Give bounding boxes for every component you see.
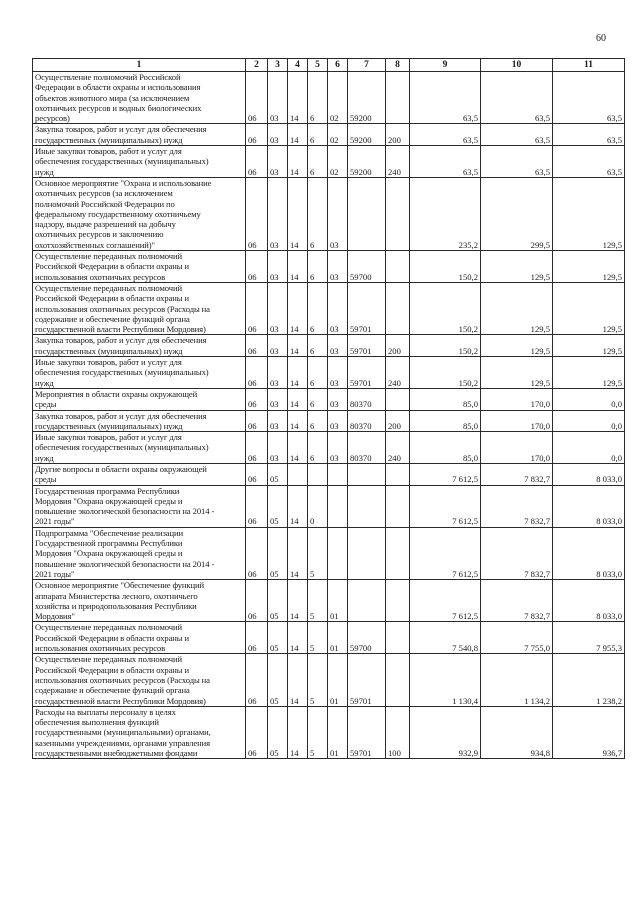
- budget-table: [32, 58, 625, 759]
- amount-year-1: 235,2: [410, 177, 481, 250]
- direction-code: [348, 527, 386, 579]
- activity-code: 02: [328, 124, 348, 146]
- section-code: 06: [246, 706, 268, 758]
- column-header: 1: [33, 59, 246, 72]
- subsection-code: 03: [268, 410, 288, 432]
- row-description: Основное мероприятие "Обеспечение функций аппарата Министерства лесного, охотничьего хозяйства и природопользования Республики Мордовия": [33, 580, 246, 622]
- direction-code: 59701: [348, 335, 386, 357]
- program-code: 14: [288, 177, 308, 250]
- direction-code: [348, 485, 386, 527]
- amount-year-3: 8 033,0: [553, 485, 625, 527]
- direction-code: 80370: [348, 388, 386, 410]
- activity-code: 03: [328, 335, 348, 357]
- expense-type-code: [386, 72, 410, 124]
- table-row: [33, 463, 625, 485]
- amount-year-1: 1 130,4: [410, 654, 481, 706]
- row-description: Осуществление переданных полномочий Российской Федерации в области охраны и использования охотничьих ресурсов (Расходы на содержание и обеспечение функций органа государственной власти Республики Мордовия): [33, 282, 246, 334]
- activity-code: 03: [328, 282, 348, 334]
- subprogram-code: 6: [308, 177, 328, 250]
- direction-code: [348, 177, 386, 250]
- direction-code: 59200: [348, 72, 386, 124]
- section-code: 06: [246, 622, 268, 654]
- program-code: 14: [288, 357, 308, 389]
- table-row: [33, 335, 625, 357]
- amount-year-3: 63,5: [553, 124, 625, 146]
- row-description: Закупка товаров, работ и услуг для обеспечения государственных (муниципальных) нужд: [33, 124, 246, 146]
- program-code: 14: [288, 335, 308, 357]
- amount-year-3: 1 238,2: [553, 654, 625, 706]
- activity-code: 03: [328, 357, 348, 389]
- amount-year-1: 7 540,8: [410, 622, 481, 654]
- row-description: Осуществление переданных полномочий Российской Федерации в области охраны и использования охотничьих ресурсов: [33, 622, 246, 654]
- subsection-code: 03: [268, 432, 288, 464]
- amount-year-2: 63,5: [481, 124, 553, 146]
- direction-code: 59200: [348, 124, 386, 146]
- program-code: 14: [288, 251, 308, 283]
- column-header: 8: [386, 59, 410, 72]
- expense-type-code: [386, 527, 410, 579]
- expense-type-code: 100: [386, 706, 410, 758]
- amount-year-2: 129,5: [481, 251, 553, 283]
- program-code: 14: [288, 282, 308, 334]
- activity-code: 03: [328, 410, 348, 432]
- section-code: 06: [246, 654, 268, 706]
- direction-code: 59701: [348, 706, 386, 758]
- subprogram-code: 6: [308, 335, 328, 357]
- activity-code: 01: [328, 654, 348, 706]
- program-code: 14: [288, 580, 308, 622]
- column-header: 7: [348, 59, 386, 72]
- amount-year-2: 299,5: [481, 177, 553, 250]
- table-row: [33, 622, 625, 654]
- expense-type-code: [386, 177, 410, 250]
- activity-code: [328, 463, 348, 485]
- amount-year-3: 0,0: [553, 410, 625, 432]
- amount-year-1: 150,2: [410, 335, 481, 357]
- direction-code: [348, 463, 386, 485]
- expense-type-code: [386, 388, 410, 410]
- subsection-code: 05: [268, 580, 288, 622]
- table-row: [33, 654, 625, 706]
- activity-code: 02: [328, 72, 348, 124]
- amount-year-3: 129,5: [553, 251, 625, 283]
- section-code: 06: [246, 485, 268, 527]
- table-row: [33, 706, 625, 758]
- amount-year-2: 7 832,7: [481, 463, 553, 485]
- subprogram-code: 6: [308, 432, 328, 464]
- section-code: 06: [246, 335, 268, 357]
- subsection-code: 03: [268, 72, 288, 124]
- amount-year-3: 63,5: [553, 146, 625, 178]
- amount-year-3: 129,5: [553, 335, 625, 357]
- column-header: 5: [308, 59, 328, 72]
- amount-year-1: 7 612,5: [410, 527, 481, 579]
- expense-type-code: 200: [386, 410, 410, 432]
- program-code: 14: [288, 527, 308, 579]
- program-code: 14: [288, 485, 308, 527]
- subsection-code: 03: [268, 335, 288, 357]
- section-code: 06: [246, 146, 268, 178]
- activity-code: 03: [328, 388, 348, 410]
- direction-code: 80370: [348, 410, 386, 432]
- subprogram-code: 5: [308, 622, 328, 654]
- activity-code: 02: [328, 146, 348, 178]
- program-code: [288, 463, 308, 485]
- subprogram-code: 6: [308, 410, 328, 432]
- subprogram-code: 6: [308, 251, 328, 283]
- table-row: [33, 72, 625, 124]
- table-row: [33, 251, 625, 283]
- subsection-code: 05: [268, 654, 288, 706]
- direction-code: 80370: [348, 432, 386, 464]
- subprogram-code: 6: [308, 357, 328, 389]
- amount-year-2: 170,0: [481, 432, 553, 464]
- section-code: 06: [246, 463, 268, 485]
- section-code: 06: [246, 282, 268, 334]
- amount-year-2: 63,5: [481, 146, 553, 178]
- amount-year-3: 129,5: [553, 282, 625, 334]
- amount-year-1: 85,0: [410, 410, 481, 432]
- amount-year-2: 63,5: [481, 72, 553, 124]
- direction-code: 59701: [348, 357, 386, 389]
- row-description: Закупка товаров, работ и услуг для обеспечения государственных (муниципальных) нужд: [33, 410, 246, 432]
- amount-year-2: 170,0: [481, 410, 553, 432]
- table-row: [33, 410, 625, 432]
- section-code: 06: [246, 251, 268, 283]
- amount-year-2: 7 832,7: [481, 485, 553, 527]
- row-description: Осуществление переданных полномочий Российской Федерации в области охраны и использования охотничьих ресурсов (Расходы на содержание и обеспечение функций органа государственной власти Республики Мордовия): [33, 654, 246, 706]
- activity-code: 03: [328, 251, 348, 283]
- amount-year-2: 7 755,0: [481, 622, 553, 654]
- amount-year-2: 1 134,2: [481, 654, 553, 706]
- direction-code: 59700: [348, 251, 386, 283]
- amount-year-3: 8 033,0: [553, 527, 625, 579]
- subprogram-code: 6: [308, 72, 328, 124]
- subsection-code: 05: [268, 485, 288, 527]
- section-code: 06: [246, 410, 268, 432]
- table-row: [33, 527, 625, 579]
- row-description: Другие вопросы в области охраны окружающей среды: [33, 463, 246, 485]
- row-description: Иные закупки товаров, работ и услуг для обеспечения государственных (муниципальных) нужд: [33, 432, 246, 464]
- expense-type-code: [386, 485, 410, 527]
- column-header: 6: [328, 59, 348, 72]
- subprogram-code: 5: [308, 527, 328, 579]
- subprogram-code: 0: [308, 485, 328, 527]
- table-row: [33, 177, 625, 250]
- expense-type-code: [386, 654, 410, 706]
- table-header-row: [33, 59, 625, 72]
- amount-year-3: 7 955,3: [553, 622, 625, 654]
- amount-year-1: 932,9: [410, 706, 481, 758]
- amount-year-1: 85,0: [410, 432, 481, 464]
- activity-code: 01: [328, 706, 348, 758]
- expense-type-code: 240: [386, 146, 410, 178]
- amount-year-1: 85,0: [410, 388, 481, 410]
- row-description: Основное мероприятие "Охрана и использование охотничьих ресурсов (за исключением полномочий Российской Федерации по федеральному государственному охотничьему надзору, выдаче разрешений на добычу охотничьих ресурсов и заключению охотхозяйственных соглашений)": [33, 177, 246, 250]
- direction-code: 59200: [348, 146, 386, 178]
- table-row: [33, 432, 625, 464]
- expense-type-code: [386, 580, 410, 622]
- section-code: 06: [246, 124, 268, 146]
- expense-type-code: [386, 463, 410, 485]
- column-header: 4: [288, 59, 308, 72]
- amount-year-1: 150,2: [410, 357, 481, 389]
- expense-type-code: 200: [386, 335, 410, 357]
- subsection-code: 03: [268, 251, 288, 283]
- subprogram-code: 6: [308, 124, 328, 146]
- amount-year-3: 63,5: [553, 72, 625, 124]
- activity-code: 03: [328, 177, 348, 250]
- amount-year-2: 129,5: [481, 282, 553, 334]
- row-description: Осуществление переданных полномочий Российской Федерации в области охраны и использования охотничьих ресурсов: [33, 251, 246, 283]
- row-description: Иные закупки товаров, работ и услуг для обеспечения государственных (муниципальных) нужд: [33, 357, 246, 389]
- amount-year-2: 170,0: [481, 388, 553, 410]
- subprogram-code: 6: [308, 388, 328, 410]
- amount-year-3: 0,0: [553, 432, 625, 464]
- section-code: 06: [246, 72, 268, 124]
- subprogram-code: [308, 463, 328, 485]
- activity-code: 03: [328, 432, 348, 464]
- direction-code: 59701: [348, 282, 386, 334]
- subsection-code: 03: [268, 177, 288, 250]
- program-code: 14: [288, 622, 308, 654]
- section-code: 06: [246, 580, 268, 622]
- expense-type-code: [386, 622, 410, 654]
- subsection-code: 03: [268, 388, 288, 410]
- subprogram-code: 5: [308, 706, 328, 758]
- page-number: 60: [596, 33, 606, 44]
- subprogram-code: 6: [308, 282, 328, 334]
- amount-year-3: 8 033,0: [553, 580, 625, 622]
- subsection-code: 05: [268, 622, 288, 654]
- amount-year-2: 129,5: [481, 335, 553, 357]
- amount-year-1: 150,2: [410, 282, 481, 334]
- row-description: Расходы на выплаты персоналу в целях обеспечения выполнения функций государственными (муниципальными) органами, казенными учреждениями, органами управления государственными внебюджетными фондами: [33, 706, 246, 758]
- row-description: Закупка товаров, работ и услуг для обеспечения государственных (муниципальных) нужд: [33, 335, 246, 357]
- activity-code: 01: [328, 622, 348, 654]
- program-code: 14: [288, 146, 308, 178]
- activity-code: [328, 485, 348, 527]
- amount-year-1: 7 612,5: [410, 580, 481, 622]
- subsection-code: 03: [268, 282, 288, 334]
- activity-code: 01: [328, 580, 348, 622]
- row-description: Государственная программа Республики Мордовия "Охрана окружающей среды и повышение экологической безопасности на 2014 - 2021 годы": [33, 485, 246, 527]
- amount-year-2: 129,5: [481, 357, 553, 389]
- subprogram-code: 6: [308, 146, 328, 178]
- column-header: 10: [481, 59, 553, 72]
- table-row: [33, 282, 625, 334]
- amount-year-3: 936,7: [553, 706, 625, 758]
- amount-year-3: 0,0: [553, 388, 625, 410]
- row-description: Иные закупки товаров, работ и услуг для обеспечения государственных (муниципальных) нужд: [33, 146, 246, 178]
- subprogram-code: 5: [308, 654, 328, 706]
- subprogram-code: 5: [308, 580, 328, 622]
- program-code: 14: [288, 654, 308, 706]
- direction-code: [348, 580, 386, 622]
- program-code: 14: [288, 432, 308, 464]
- amount-year-1: 150,2: [410, 251, 481, 283]
- section-code: 06: [246, 388, 268, 410]
- row-description: Мероприятия в области охраны окружающей среды: [33, 388, 246, 410]
- amount-year-1: 7 612,5: [410, 463, 481, 485]
- program-code: 14: [288, 124, 308, 146]
- amount-year-3: 8 033,0: [553, 463, 625, 485]
- amount-year-2: 934,8: [481, 706, 553, 758]
- expense-type-code: [386, 282, 410, 334]
- amount-year-2: 7 832,7: [481, 527, 553, 579]
- table-row: [33, 580, 625, 622]
- expense-type-code: 200: [386, 124, 410, 146]
- column-header: 9: [410, 59, 481, 72]
- program-code: 14: [288, 388, 308, 410]
- amount-year-1: 63,5: [410, 124, 481, 146]
- activity-code: [328, 527, 348, 579]
- table-row: [33, 357, 625, 389]
- column-header: 2: [246, 59, 268, 72]
- expense-type-code: 240: [386, 432, 410, 464]
- row-description: Осуществление полномочий Российской Федерации в области охраны и использования объектов животного мира (за исключением охотничьих ресурсов и водных биологических ресурсов): [33, 72, 246, 124]
- subsection-code: 05: [268, 527, 288, 579]
- expense-type-code: 240: [386, 357, 410, 389]
- program-code: 14: [288, 72, 308, 124]
- amount-year-3: 129,5: [553, 357, 625, 389]
- column-header: 11: [553, 59, 625, 72]
- expense-type-code: [386, 251, 410, 283]
- section-code: 06: [246, 527, 268, 579]
- subsection-code: 03: [268, 357, 288, 389]
- direction-code: 59701: [348, 654, 386, 706]
- subsection-code: 03: [268, 124, 288, 146]
- amount-year-3: 129,5: [553, 177, 625, 250]
- program-code: 14: [288, 706, 308, 758]
- amount-year-2: 7 832,7: [481, 580, 553, 622]
- table-row: [33, 146, 625, 178]
- table-row: [33, 485, 625, 527]
- section-code: 06: [246, 357, 268, 389]
- program-code: 14: [288, 410, 308, 432]
- row-description: Подпрограмма "Обеспечение реализации Государственной программы Республики Мордовия "Охрана окружающей среды и повышение экологической безопасности на 2014 - 2021 годы": [33, 527, 246, 579]
- amount-year-1: 7 612,5: [410, 485, 481, 527]
- amount-year-1: 63,5: [410, 146, 481, 178]
- subsection-code: 05: [268, 463, 288, 485]
- section-code: 06: [246, 432, 268, 464]
- subsection-code: 05: [268, 706, 288, 758]
- table-row: [33, 388, 625, 410]
- section-code: 06: [246, 177, 268, 250]
- amount-year-1: 63,5: [410, 72, 481, 124]
- column-header: 3: [268, 59, 288, 72]
- table-body: [33, 72, 625, 759]
- table-row: [33, 124, 625, 146]
- subsection-code: 03: [268, 146, 288, 178]
- direction-code: 59700: [348, 622, 386, 654]
